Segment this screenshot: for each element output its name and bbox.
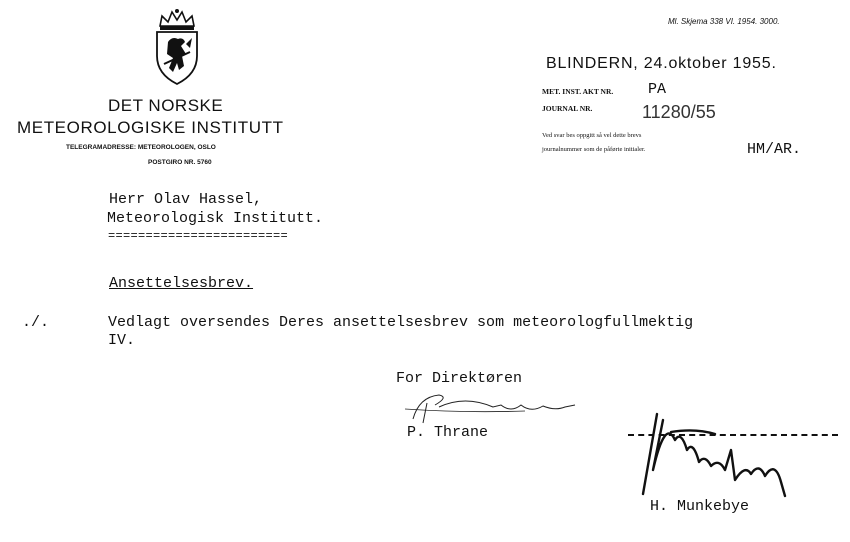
org-name-line2: METEOROLOGISKE INSTITUTT [17, 118, 284, 137]
recipient-institution: Meteorologisk Institutt. [107, 210, 324, 227]
reply-note-line1: Ved svar bes oppgitt så vel dette brevs [542, 132, 642, 139]
telegram-address: TELEGRAMADRESSE: METEOROLOGEN, OSLO [66, 144, 216, 151]
journal-value: 11280/55 [642, 102, 716, 122]
signer-thrane: P. Thrane [407, 424, 489, 441]
enclosure-mark: ./. [22, 314, 50, 331]
postgiro-number: POSTGIRO NR. 5760 [148, 159, 212, 166]
subject-heading: Ansettelsesbrev. [109, 275, 254, 292]
place-date: BLINDERN, 24.oktober 1955. [546, 55, 777, 72]
met-inst-label: MET. INST. AKT NR. [542, 87, 614, 96]
reply-note-line2: journalnummer som de påførte initialer. [542, 146, 646, 153]
org-name-line1: DET NORSKE [108, 96, 224, 115]
form-reference: Ml. Skjema 338 VI. 1954. 3000. [668, 17, 780, 26]
met-inst-value: PA [648, 81, 667, 98]
body-text-line1: Vedlagt oversendes Deres ansettelsesbrev som meteorologfullmektig [108, 314, 694, 331]
coat-of-arms-icon [150, 8, 204, 91]
recipient-name: Herr Olav Hassel, [109, 191, 263, 208]
for-director-label: For Direktøren [396, 370, 523, 387]
body-text-line2: IV. [108, 332, 136, 349]
initials: HM/AR. [747, 141, 802, 158]
signer-munkebye: H. Munkebye [650, 498, 750, 515]
recipient-double-rule: ======================== [108, 229, 289, 243]
journal-label: JOURNAL NR. [542, 104, 593, 113]
munkebye-signature [635, 410, 815, 505]
